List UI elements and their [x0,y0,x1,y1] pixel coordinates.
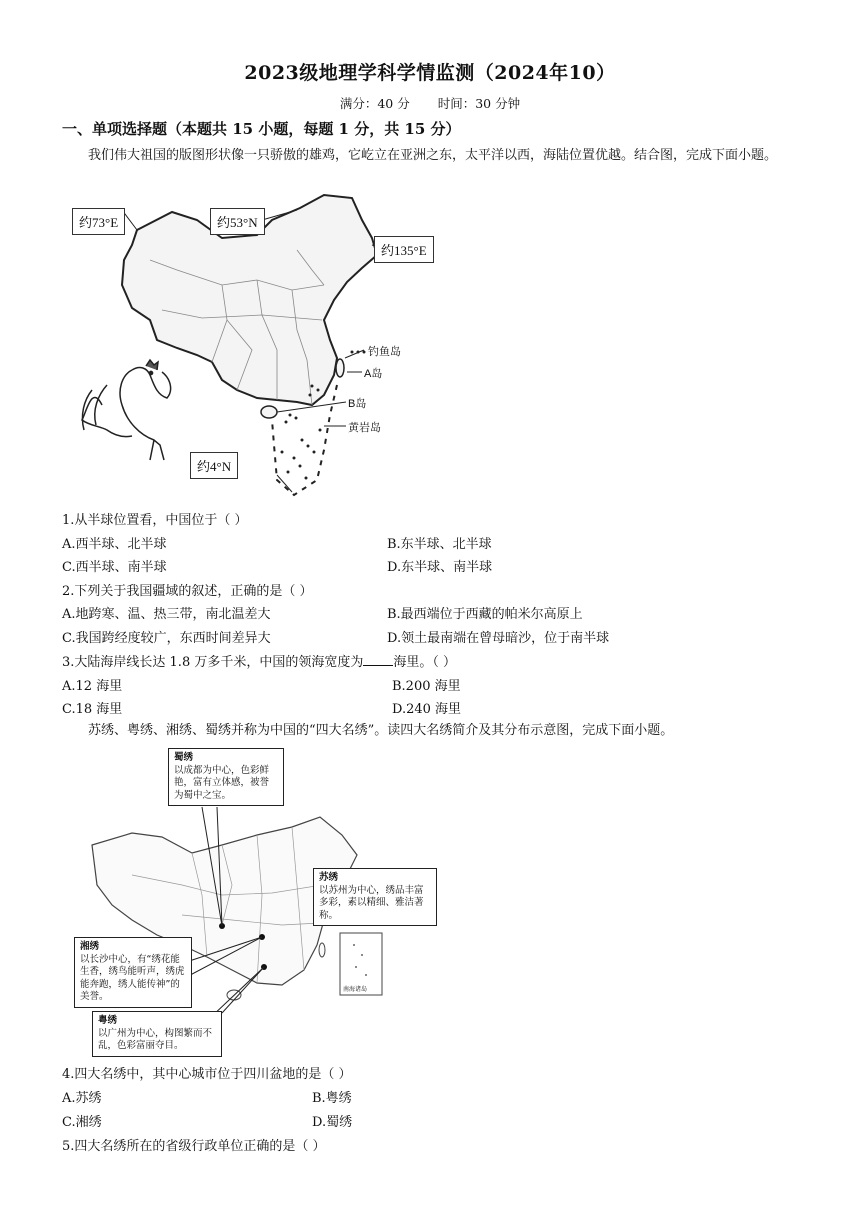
embroidery-map [72,745,492,1057]
intro-paragraph-1: 我们伟大祖国的版图形状像一只骄傲的雄鸡，它屹立在亚洲之东，太平洋以西，海陆位置优越。结合图，完成下面小题。 [88,148,778,163]
q1-option-d: D.东半球、南半球 [387,560,493,575]
q2-option-c: C.我国跨经度较广，东西时间差异大 [62,631,271,646]
xiang-embroidery-callout [74,937,192,1008]
east-longitude-label: 约135°E [374,236,434,263]
china-rooster-map [62,190,462,500]
yue-embroidery-callout [92,1011,222,1057]
q4-option-a: A.苏绣 [62,1091,102,1106]
rooster-illustration [82,360,171,460]
question-5: 5.四大名绣所在的省级行政单位正确的是（ ） [62,1139,326,1154]
diaoyu-island-label: 钓鱼岛 [368,346,401,358]
q4-option-d: D.蜀绣 [312,1115,353,1130]
q2-option-d: D.领土最南端在曾母暗沙，位于南半球 [387,631,610,646]
yue-text: 以广州为中心，构图繁而不乱，色彩富丽夺目。 [98,1027,213,1051]
q4-option-b: B.粤绣 [312,1091,352,1106]
intro-paragraph-2: 苏绣、粤绣、湘绣、蜀绣并称为中国的“四大名绣”。读四大名绣简介及其分布示意图，完成下面小题。 [88,723,674,738]
question-1: 1.从半球位置看，中国位于（ ） [62,513,248,528]
q3-option-b: B.200 海里 [392,679,461,694]
question-4: 4.四大名绣中，其中心城市位于四川盆地的是（ ） [62,1067,352,1082]
section-heading: 一、单项选择题（本题共 15 小题，每题 1 分，共 15 分） [62,120,461,138]
q2-option-a: A.地跨寒、温、热三带，南北温差大 [62,607,271,622]
q1-option-b: B.东半球、北半球 [387,537,492,552]
xiang-text: 以长沙中心，有“绣花能生香，绣鸟能听声，绣虎能奔跑，绣人能传神”的美誉。 [80,953,185,1002]
q1-option-a: A.西半球、北半球 [62,537,167,552]
exam-meta [0,94,860,112]
shu-text: 以成都为中心，色彩鲜艳，富有立体感，被誉为蜀中之宝。 [174,764,270,801]
q2-option-b: B.最西端位于西藏的帕米尔高原上 [387,607,583,622]
yue-title: 粤绣 [98,1015,118,1026]
question-3 [62,651,456,670]
shu-embroidery-callout [168,748,284,806]
island-b-label: B岛 [348,398,367,410]
island-a-label: A岛 [364,368,383,380]
question-2: 2.下列关于我国疆域的叙述，正确的是（ ） [62,584,313,599]
q3-stem-after: 海里。（ ） [393,655,456,670]
south-latitude-label: 约4°N [190,452,238,479]
q3-option-d: D.240 海里 [392,702,462,717]
shu-title: 蜀绣 [174,752,194,763]
su-embroidery-callout [313,868,437,926]
q4-option-c: C.湘绣 [62,1115,102,1130]
full-score: 满分：40 分 [339,96,410,111]
q3-option-c: C.18 海里 [62,702,123,717]
q3-option-a: A.12 海里 [62,679,123,694]
exam-time: 时间：30 分钟 [437,96,521,111]
q1-option-c: C.西半球、南半球 [62,560,167,575]
huangyan-island-label: 黄岩岛 [348,422,381,434]
su-text: 以苏州为中心，绣品丰富多彩，素以精细、雅洁著称。 [319,884,424,921]
inset-label: 南海诸岛 [343,987,368,993]
q3-blank [363,653,393,666]
xiang-title: 湘绣 [80,941,100,952]
west-longitude-label: 约73°E [72,208,125,235]
page-title: 2023级地理学科学情监测（2024年10） [244,62,616,84]
su-title: 苏绣 [319,872,339,883]
q3-stem-before: 3.大陆海岸线长达 1.8 万多千米，中国的领海宽度为 [62,655,364,670]
north-latitude-label: 约53°N [210,208,265,235]
